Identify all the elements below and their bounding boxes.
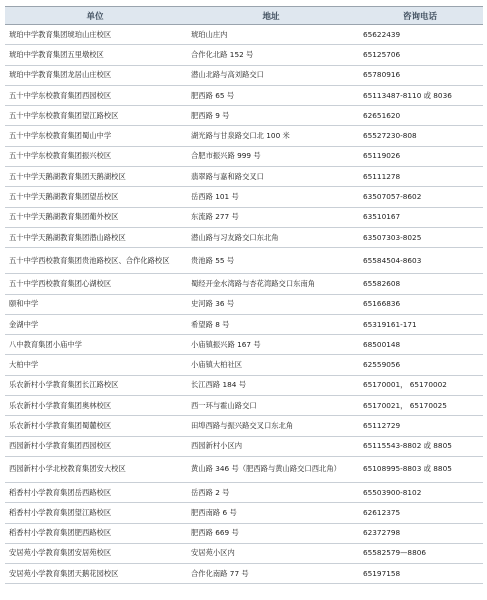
cell-address: 肥西路 9 号 bbox=[185, 106, 357, 126]
cell-address: 希望路 8 号 bbox=[185, 314, 357, 334]
cell-address: 东流路 277 号 bbox=[185, 207, 357, 227]
cell-address: 黄山路 346 号（肥西路与黄山路交口西北角） bbox=[185, 456, 357, 482]
cell-unit: 五十中学西校教育集团心湖校区 bbox=[5, 274, 185, 294]
table-row bbox=[5, 25, 483, 45]
table-row bbox=[5, 523, 483, 543]
header-phone: 咨询电话 bbox=[357, 7, 483, 25]
cell-phone: 65582608 bbox=[357, 274, 483, 294]
cell-unit: 五十中学东校教育集团望江路校区 bbox=[5, 106, 185, 126]
cell-phone: 62651620 bbox=[357, 106, 483, 126]
table-row bbox=[5, 543, 483, 563]
cell-phone: 65780916 bbox=[357, 65, 483, 85]
table-row bbox=[5, 314, 483, 334]
table-row bbox=[5, 503, 483, 523]
cell-address: 史河路 36 号 bbox=[185, 294, 357, 314]
cell-unit: 乐农新村小学教育集团蜀麓校区 bbox=[5, 416, 185, 436]
cell-phone: 63507303-8025 bbox=[357, 227, 483, 247]
cell-unit: 五十中学天鹅湖教育集团潜山路校区 bbox=[5, 227, 185, 247]
table-row bbox=[5, 482, 483, 502]
cell-phone: 68500148 bbox=[357, 335, 483, 355]
cell-address: 合作化南路 77 号 bbox=[185, 564, 357, 584]
cell-address: 长江西路 184 号 bbox=[185, 375, 357, 395]
cell-phone: 65170021， 65170025 bbox=[357, 396, 483, 416]
cell-phone: 65125706 bbox=[357, 45, 483, 65]
header-unit: 单位 bbox=[5, 7, 185, 25]
cell-unit: 五十中学天鹅湖教育集团天鹅湖校区 bbox=[5, 167, 185, 187]
table-row bbox=[5, 126, 483, 146]
cell-phone: 65119026 bbox=[357, 146, 483, 166]
cell-unit: 稻香村小学教育集团肥西路校区 bbox=[5, 523, 185, 543]
cell-address: 贵池路 55 号 bbox=[185, 248, 357, 274]
cell-address: 田埠西路与振兴路交叉口东北角 bbox=[185, 416, 357, 436]
cell-address: 潜山北路与高刘路交口 bbox=[185, 65, 357, 85]
cell-phone: 65527230-808 bbox=[357, 126, 483, 146]
cell-unit: 五十中学东校教育集团西园校区 bbox=[5, 85, 185, 105]
cell-address: 琥珀山庄内 bbox=[185, 25, 357, 45]
cell-phone: 65108995-8803 或 8805 bbox=[357, 456, 483, 482]
cell-address: 潜山路与习友路交口东北角 bbox=[185, 227, 357, 247]
cell-address: 蜀经开金水湾路与杏花湾路交口东南角 bbox=[185, 274, 357, 294]
cell-address: 合作化北路 152 号 bbox=[185, 45, 357, 65]
cell-unit: 琥珀中学教育集团五里墩校区 bbox=[5, 45, 185, 65]
table-row bbox=[5, 167, 483, 187]
cell-unit: 琥珀中学教育集团琥珀山庄校区 bbox=[5, 25, 185, 45]
table-row bbox=[5, 227, 483, 247]
table-row bbox=[5, 248, 483, 274]
table-header bbox=[5, 7, 483, 25]
cell-unit: 安居苑小学教育集团天鹅花园校区 bbox=[5, 564, 185, 584]
cell-unit: 乐农新村小学教育集团长江路校区 bbox=[5, 375, 185, 395]
cell-address: 岳西路 2 号 bbox=[185, 482, 357, 502]
table-body bbox=[5, 25, 483, 584]
cell-unit: 五十中学东校教育集团蜀山中学 bbox=[5, 126, 185, 146]
table-row bbox=[5, 274, 483, 294]
cell-unit: 五十中学东校教育集团振兴校区 bbox=[5, 146, 185, 166]
table-row bbox=[5, 146, 483, 166]
cell-address: 西一环与霍山路交口 bbox=[185, 396, 357, 416]
cell-address: 岳西路 101 号 bbox=[185, 187, 357, 207]
cell-phone: 62559056 bbox=[357, 355, 483, 375]
cell-phone: 65622439 bbox=[357, 25, 483, 45]
table-row bbox=[5, 335, 483, 355]
table-row bbox=[5, 187, 483, 207]
cell-phone: 65113487-8110 或 8036 bbox=[357, 85, 483, 105]
cell-phone: 65197158 bbox=[357, 564, 483, 584]
cell-unit: 颐和中学 bbox=[5, 294, 185, 314]
cell-address: 小庙镇振兴路 167 号 bbox=[185, 335, 357, 355]
cell-unit: 乐农新村小学教育集团奥林校区 bbox=[5, 396, 185, 416]
cell-unit: 安居苑小学教育集团安居苑校区 bbox=[5, 543, 185, 563]
cell-phone: 65503900-8102 bbox=[357, 482, 483, 502]
table-row bbox=[5, 456, 483, 482]
cell-unit: 西园新村小学教育集团西园校区 bbox=[5, 436, 185, 456]
cell-unit: 五十中学西校教育集团贵池路校区、合作化路校区 bbox=[5, 248, 185, 274]
table-row bbox=[5, 564, 483, 584]
cell-unit: 金湖中学 bbox=[5, 314, 185, 334]
cell-phone: 63507057-8602 bbox=[357, 187, 483, 207]
table-row bbox=[5, 355, 483, 375]
cell-unit: 五十中学天鹅湖教育集团葡外校区 bbox=[5, 207, 185, 227]
cell-address: 翡翠路与嘉和路交叉口 bbox=[185, 167, 357, 187]
cell-phone: 65582579—8806 bbox=[357, 543, 483, 563]
header-row bbox=[5, 7, 483, 25]
cell-unit: 西园新村小学北校教育集团安大校区 bbox=[5, 456, 185, 482]
cell-address: 安居苑小区内 bbox=[185, 543, 357, 563]
table-row bbox=[5, 207, 483, 227]
table-row bbox=[5, 416, 483, 436]
cell-phone: 65111278 bbox=[357, 167, 483, 187]
cell-phone: 65166836 bbox=[357, 294, 483, 314]
cell-address: 合肥市振兴路 999 号 bbox=[185, 146, 357, 166]
cell-address: 肥西南路 6 号 bbox=[185, 503, 357, 523]
cell-address: 湖光路与甘泉路交口北 100 米 bbox=[185, 126, 357, 146]
cell-phone: 63510167 bbox=[357, 207, 483, 227]
table-row bbox=[5, 65, 483, 85]
table-row bbox=[5, 45, 483, 65]
cell-unit: 琥珀中学教育集团龙居山庄校区 bbox=[5, 65, 185, 85]
table-row bbox=[5, 375, 483, 395]
table-row bbox=[5, 436, 483, 456]
cell-phone: 65115543-8802 或 8805 bbox=[357, 436, 483, 456]
cell-address: 西园新村小区内 bbox=[185, 436, 357, 456]
cell-address: 肥西路 65 号 bbox=[185, 85, 357, 105]
cell-phone: 62372798 bbox=[357, 523, 483, 543]
school-contact-table bbox=[5, 6, 483, 584]
table-row bbox=[5, 85, 483, 105]
table-row bbox=[5, 294, 483, 314]
cell-phone: 65584504-8603 bbox=[357, 248, 483, 274]
header-address: 地址 bbox=[185, 7, 357, 25]
cell-unit: 五十中学天鹅湖教育集团望岳校区 bbox=[5, 187, 185, 207]
cell-unit: 八中教育集团小庙中学 bbox=[5, 335, 185, 355]
cell-phone: 65319161-171 bbox=[357, 314, 483, 334]
cell-unit: 大柏中学 bbox=[5, 355, 185, 375]
cell-address: 肥西路 669 号 bbox=[185, 523, 357, 543]
table-row bbox=[5, 396, 483, 416]
cell-phone: 65112729 bbox=[357, 416, 483, 436]
cell-address: 小庙镇大柏社区 bbox=[185, 355, 357, 375]
table-row bbox=[5, 106, 483, 126]
cell-unit: 稻香村小学教育集团望江路校区 bbox=[5, 503, 185, 523]
cell-unit: 稻香村小学教育集团岳西路校区 bbox=[5, 482, 185, 502]
cell-phone: 65170001， 65170002 bbox=[357, 375, 483, 395]
cell-phone: 62612375 bbox=[357, 503, 483, 523]
